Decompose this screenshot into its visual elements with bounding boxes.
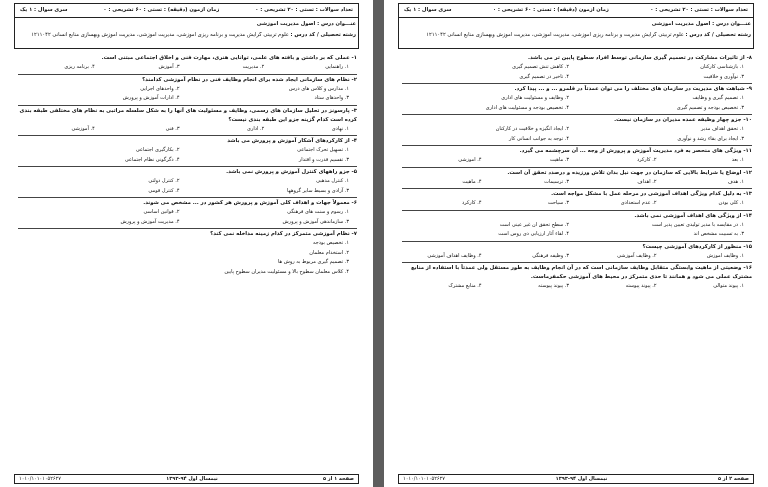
answer-options: [18, 146, 357, 165]
answer-option: ۴. ماهیت: [462, 178, 482, 185]
answer-options: [402, 221, 752, 240]
header-divider: [15, 17, 358, 18]
field-label: رشته تحصیلی / کد درس :: [290, 32, 356, 38]
question-item: [402, 147, 752, 166]
answer-option: ۴. ادارات آموزش و پرورش: [122, 95, 180, 101]
answer-option: ۳. سیاحت: [547, 200, 569, 206]
question-divider: [402, 145, 752, 146]
answer-option: ۲. کاهش تنش تصمیم گیری: [512, 64, 569, 70]
term-label: نیمسال اول ۹۴-۱۳۹۳: [166, 476, 218, 482]
answer-options: [402, 63, 752, 82]
answer-option: ۳. آموزش: [158, 64, 180, 70]
answer-option: ۴. اموزشی: [458, 157, 482, 163]
answer-option: ۳. آزادی و بسیط سایر گروهها: [287, 187, 349, 194]
answer-option: ۱. کنترل مذهبی: [316, 178, 349, 184]
answer-option: ۲. عدم استعدادی: [620, 200, 657, 206]
answer-option: ۲. کنترل دولتی: [148, 178, 180, 184]
question-divider: [402, 262, 752, 263]
question-item: [402, 54, 752, 82]
answer-option: ۴. کارکرد: [461, 200, 482, 206]
question-stem: ۱۶- وضعیتی از ماهیت وابستگی متقابل وظایف سازمانی است که در آن انجام وظایف به طور مستقل ولی عمدتاً با استفاده از منابع مشترک عملی می شود و همانند تا حدی متمرکز در محیط های آموزشی حکمفرماست.: [411, 265, 752, 280]
question-stem: ۱۲- اوضاع یا شرایط بالایی که سازمان در جهت نیل بدان تلاش ورزیده و درصدد تحقق آن است.: [507, 169, 752, 176]
question-count: تعداد سوالات : تستی : ۲۰ تشریحی : ۰: [255, 7, 353, 13]
answer-option: ۱. تصمیم گیری و وظایف: [692, 95, 744, 101]
answer-option: ۳. پیوند پیوسته: [538, 283, 569, 289]
question-divider: [18, 228, 357, 229]
answer-option: ۱. تخصیص بودجه: [312, 240, 349, 246]
answer-option: ۳. سازماندهی آموزش و پرورش: [282, 218, 349, 225]
answer-option: ۳. وظیفه فرهنگی: [532, 252, 569, 259]
answer-option: ۲. پیوند پیوسته: [625, 283, 657, 289]
question-item: [402, 243, 752, 262]
answer-option: ۲. استخدام معلمان: [309, 249, 349, 256]
answer-option: ۱. مدارس و کلاس های درس: [288, 85, 349, 92]
exam-time: زمان آزمون (دقیقه) : تستی : ۶۰ تشریحی : ۰: [492, 7, 609, 13]
answer-option: ۲. مدیریت: [242, 64, 265, 70]
field-value: علوم تربیتی گرایش مدیریت و برنامه ریزی آموزشی، مدیریت آموزشی، مدیریت آموزش وبهسازی منابع انسانی ۱۲۱۱۰۴۲: [426, 32, 684, 38]
answer-option: ۲. ایجاد انگیزه و خلاقیت در کارکنان: [495, 126, 569, 132]
answer-option: ۲. وظایف آموزشی: [617, 252, 657, 259]
page-number: صفحه ۲ از ۵: [717, 476, 749, 482]
question-list: [402, 54, 752, 471]
answer-option: ۴. دگرگونی نظام اجتماعی: [124, 156, 180, 163]
answer-option: ۱. وظایف اموزش: [706, 252, 744, 259]
question-divider: [18, 166, 357, 167]
question-stem: ۱۱- ویژگی های منحصر به فرد مدیریت آموزش و پرورش از وجه ... آن سرچشمه می گیرد.: [519, 148, 752, 154]
question-stem: ۸- از تاثیرات مشارکت در تصمیم گیری سازمانی توسط افراد سطوح پایین تر می باشد.: [527, 55, 752, 61]
question-divider: [402, 241, 752, 242]
answer-options: [402, 252, 752, 262]
answer-option: ۱. تسهیل تحرک اجتماعی: [297, 147, 349, 153]
answer-option: ۳. به تسبیت مشخص اند: [693, 231, 744, 237]
question-series: سری سوال : ۱ یک: [20, 7, 68, 13]
question-item: [18, 54, 357, 73]
answer-option: ۱. نهادی: [331, 125, 349, 132]
question-item: [402, 116, 752, 144]
answer-option: ۳. تخصیص بودجه و تصمیم گیری: [676, 104, 744, 111]
answer-options: [402, 125, 752, 144]
exam-time: زمان آزمون (دقیقه) : تستی : ۶۰ تشریحی : ۰: [103, 7, 220, 13]
field-value: علوم تربیتی گرایش مدیریت و برنامه ریزی آموزشی، مدیریت آموزشی، مدیریت آموزش وبهسازی منابع انسانی ۱۲۱۱۰۴۲: [31, 32, 289, 38]
question-item: [402, 264, 752, 292]
answer-option: ۲. وظایف و مسئولیت های اداری: [501, 95, 569, 101]
answer-options: [18, 85, 357, 104]
answer-options: [18, 63, 357, 73]
answer-option: ۳. نوآوری و خلاقیت: [703, 73, 744, 80]
answer-option: ۲. اهداف: [637, 178, 657, 185]
answer-option: ۲. بکارگیری اجتماعی: [135, 147, 180, 153]
answer-option: ۴. کنترل قومی: [148, 187, 180, 194]
answer-option: ۴. تخصیص بودجه و مسئولیت های اداری: [485, 104, 569, 111]
field-info: [401, 32, 751, 39]
answer-option: ۴. وظایف اهداف آموزشی: [427, 252, 482, 259]
question-divider: [18, 197, 357, 198]
answer-option: ۱. راهنمایی: [325, 64, 349, 70]
answer-options: [18, 239, 357, 277]
answer-option: ۱. تحقق اهداف مدیر: [700, 126, 744, 132]
field-info: [17, 32, 356, 39]
header-divider: [399, 17, 753, 18]
answer-options: [402, 94, 752, 113]
course-title: عنـــوان درس : اصول مدیریت آموزشی: [651, 21, 751, 27]
question-item: [18, 230, 357, 277]
question-stem: ۴- از کارکردهای آشکار آموزش و پرورش می باشد: [227, 138, 357, 144]
page-number: صفحه ۱ از ۵: [322, 476, 354, 482]
answer-option: ۲. واحدهای اجرایی: [140, 85, 180, 92]
answer-options: [18, 208, 357, 227]
exam-header: [14, 3, 359, 49]
question-count: تعداد سوالات : تستی : ۲۰ تشریحی : ۰: [650, 7, 748, 13]
answer-option: ۱. هدف: [727, 178, 744, 185]
question-item: [18, 107, 357, 135]
question-series: سری سوال : ۱ یک: [404, 7, 452, 13]
question-stem: ۱۴- از ویژگی های اهداف آموزشی نمی باشد.: [634, 212, 752, 219]
answer-option: ۳. تصمیم گیری مربوط به روش ها: [277, 259, 349, 265]
question-stem: ۳- پارسونز در تحلیل سازمان های رسمی، وظایف و مسئولیت های آنها را به شکل سلسله مراتبی به نظام های مختلفی طبقه بندی کرده است کدام گزینه جزو این طبقه بندی نیست؟: [19, 107, 357, 123]
question-item: [18, 137, 357, 165]
exam-page-1: [0, 0, 373, 487]
page-footer: [398, 474, 754, 484]
page-footer: [14, 474, 359, 484]
question-item: [18, 199, 357, 227]
answer-option: ۱. در مقایسه با مدیر تولیدی تعیین پذیر است: [651, 221, 744, 228]
question-divider: [402, 188, 752, 189]
question-stem: ۷- نظام آموزشی متمرکز در کدام زمینه مداخله نمی کند؟: [210, 231, 357, 237]
question-stem: ۱۳- به دلیل کدام ویژگی اهداف آموزشی در مرحله عمل با مشکل مواجه است.: [551, 191, 752, 197]
question-item: [402, 85, 752, 113]
question-divider: [402, 167, 752, 168]
question-stem: ۹- شباهت های مدیریت در سازمان های مختلف را می توان عمدتاً در قلمرو ... و ... پیدا کرد.: [514, 86, 752, 92]
answer-option: ۱. کلی بودن: [718, 200, 744, 206]
exam-header: [398, 3, 754, 49]
answer-option: ۳. ایجاد برای بقاء رشد و نوآوری: [677, 135, 744, 142]
answer-option: ۳. واحدهای ستاد: [314, 95, 349, 101]
course-title: عنـــوان درس : اصول مدیریت آموزشی: [256, 21, 356, 27]
question-divider: [402, 83, 752, 84]
question-item: [18, 168, 357, 196]
question-item: [402, 190, 752, 209]
question-divider: [402, 114, 752, 115]
answer-option: ۳. فنی: [165, 125, 180, 132]
answer-options: [402, 282, 752, 292]
answer-option: ۴. آموزشی: [71, 125, 95, 132]
question-divider: [18, 105, 357, 106]
answer-option: ۱. بعد: [731, 157, 744, 163]
answer-option: ۴. مدیریت آموزش و پرورش: [120, 218, 180, 225]
answer-option: ۳. ماهیت: [549, 157, 569, 163]
answer-option: ۱. رسوم و سنت های فرهنگی: [287, 209, 349, 215]
answer-option: ۴. توجه به جوانب انسانی کار: [508, 135, 569, 142]
answer-option: ۴. کلاس معلمان سطوح بالا و مسئولیت مدیران سطوح پایین: [224, 268, 349, 275]
answer-option: ۴. منابع مشترک: [448, 283, 482, 289]
answer-option: ۲. اداری: [247, 125, 265, 132]
field-label: رشته تحصیلی / کد درس :: [685, 32, 751, 38]
question-divider: [402, 210, 752, 211]
answer-option: ۲. سطح تحقق ان غیر عینی است: [499, 221, 569, 228]
question-divider: [18, 135, 357, 136]
question-stem: ۵- جزو راههای کنترل آموزش و پرورش نمی باشد.: [226, 169, 357, 175]
question-list: [18, 54, 357, 471]
answer-options: [402, 178, 752, 188]
exam-page-2: [384, 0, 768, 487]
answer-option: ۳. ترسیمات: [544, 178, 569, 185]
question-stem: ۱- عملی که بر داشتن و بافته های علمی، توانایی هنری، مهارت فنی و اخلاق اجتماعی مبتنی است.: [101, 55, 357, 61]
question-item: [18, 76, 357, 104]
answer-option: ۱. بازشناسی کارکنان: [700, 64, 744, 70]
answer-option: ۴. برنامه ریزی: [64, 64, 95, 70]
question-stem: ۱۵- منظور از کارکردهای آموزشی چیست؟: [642, 243, 752, 250]
term-label: نیمسال اول ۹۴-۱۳۹۳: [555, 476, 608, 482]
exam-code: ۱۰۱۰/۱۰۱۰۱۰۵۲۶۲۷: [19, 476, 61, 482]
question-item: [402, 212, 752, 240]
answer-options: [18, 177, 357, 196]
answer-option: ۴. تاخیر در تصمیم گیری: [519, 73, 569, 80]
answer-options: [402, 199, 752, 209]
question-stem: ۱۰- جزو چهار وظیفه عمده مدیران در سازمان نیست.: [614, 117, 752, 123]
answer-option: ۲. کارکرد: [636, 157, 657, 163]
answer-option: ۱. پیوند متوالی: [713, 283, 744, 289]
answer-options: [18, 125, 357, 135]
answer-option: ۲. قوانین اساسی: [143, 209, 180, 215]
question-stem: ۶- معمولاً جهات و اهداف کلی آموزش و پرورش هر کشور در ... مشخص می شوند.: [143, 200, 357, 206]
question-divider: [18, 74, 357, 75]
question-item: [402, 169, 752, 188]
answer-option: ۴. لقاء آثار ارزیابی ذی روس است: [498, 231, 569, 237]
question-stem: ۲- نظام های سازمانی ایجاد شده برای انجام وظایف فنی در نظام آموزشی کدامند؟: [142, 76, 357, 83]
exam-code: ۱۰۱۰/۱۰۱۰۱۰۵۲۶۲۷: [403, 476, 445, 482]
answer-option: ۳. تقسیم قدرت و اقتدار: [298, 156, 349, 163]
answer-options: [402, 156, 752, 166]
